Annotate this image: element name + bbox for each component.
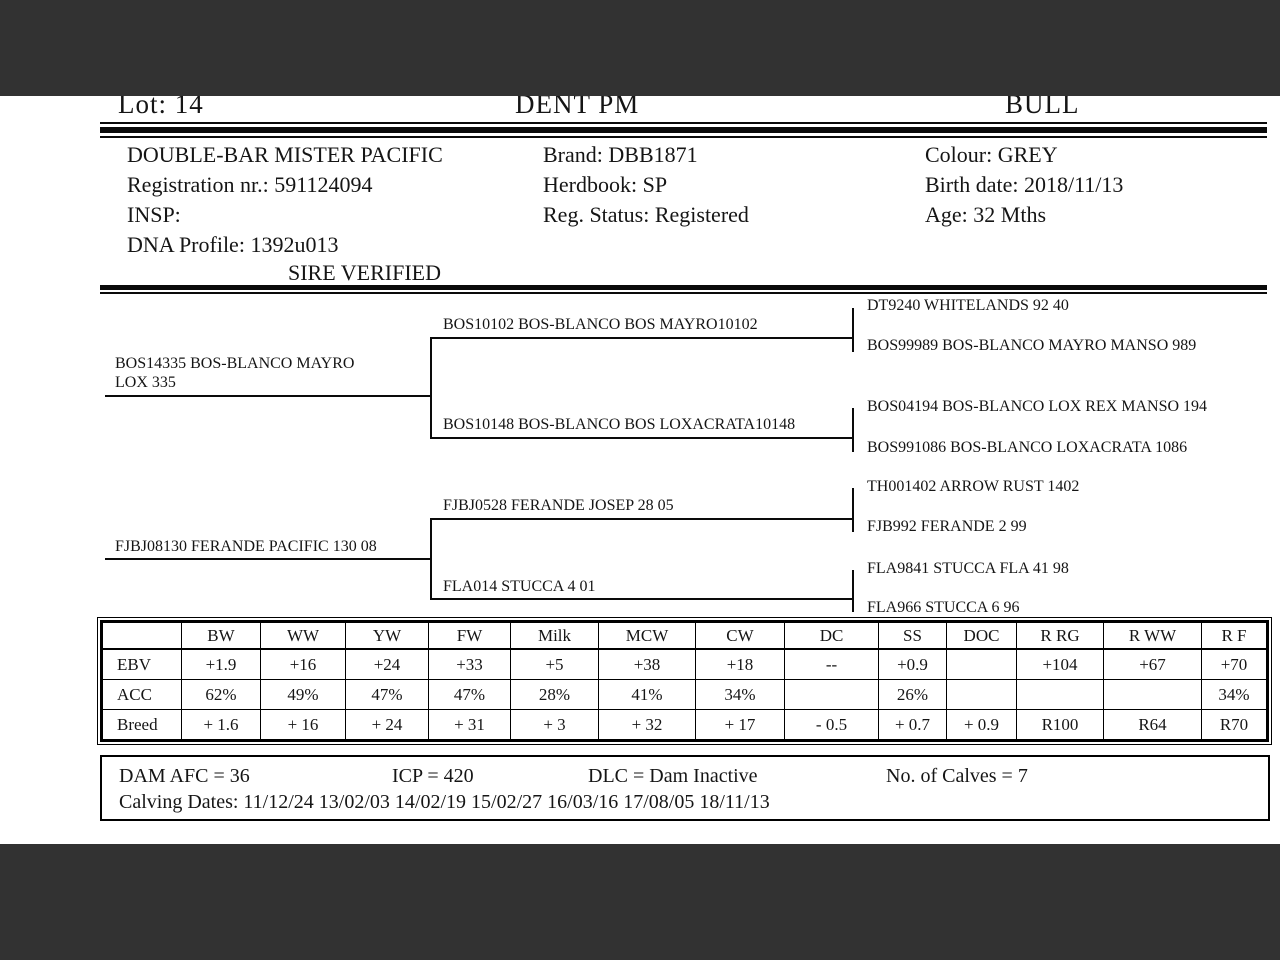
ebv-cell: + 3	[511, 710, 599, 741]
ebv-table-row	[102, 649, 1268, 680]
ebv-cell: 34%	[696, 680, 785, 710]
ebv-cell: 47%	[346, 680, 429, 710]
ebv-table-head-row	[102, 622, 1268, 650]
herdbook-field: Herdbook: SP	[543, 172, 668, 197]
ebv-cell: +5	[511, 649, 599, 680]
ebv-cell	[947, 649, 1017, 680]
catalog-page	[0, 96, 1280, 844]
ebv-cell: 47%	[429, 680, 511, 710]
ebv-row-label: EBV	[102, 649, 182, 680]
ebv-cell: R64	[1104, 710, 1202, 741]
ebv-cell: +1.9	[182, 649, 261, 680]
calving-dates-field: Calving Dates: 11/12/24 13/02/03 14/02/19 15/02/27 16/03/16 17/08/05 18/11/13	[119, 791, 770, 813]
pedigree-dam-dam: FLA014 STUCCA 4 01	[443, 578, 596, 595]
ebv-cell	[785, 680, 879, 710]
ebv-column-header: R WW	[1104, 622, 1202, 650]
pedigree-dam: FJBJ08130 FERANDE PACIFIC 130 08	[115, 538, 377, 555]
header-rule-thick	[100, 127, 1267, 133]
ebv-cell: 49%	[261, 680, 346, 710]
ebv-cell: - 0.5	[785, 710, 879, 741]
ebv-cell: R100	[1017, 710, 1104, 741]
brand-field: Brand: DBB1871	[543, 142, 698, 167]
dna-profile: DNA Profile: 1392u013	[127, 232, 339, 257]
pedigree-great-grandparent: BOS99989 BOS-BLANCO MAYRO MANSO 989	[867, 337, 1197, 354]
age-field: Age: 32 Mths	[925, 202, 1046, 227]
ebv-cell: + 17	[696, 710, 785, 741]
ebv-cell: 28%	[511, 680, 599, 710]
ebv-table-body	[102, 649, 1268, 741]
ebv-table	[100, 620, 1269, 742]
birth-date-field: Birth date: 2018/11/13	[925, 172, 1124, 197]
ebv-cell: +67	[1104, 649, 1202, 680]
ebv-cell	[1104, 680, 1202, 710]
pedigree-sire-sire: BOS10102 BOS-BLANCO BOS MAYRO10102	[443, 316, 758, 333]
animal-type-label: BULL	[1005, 96, 1080, 119]
ebv-cell: + 31	[429, 710, 511, 741]
ebv-cell	[947, 680, 1017, 710]
ebv-table-row	[102, 710, 1268, 741]
pedigree-line	[430, 337, 432, 439]
pedigree-line	[430, 518, 432, 600]
insp-field: INSP:	[127, 202, 181, 227]
pedigree-line	[852, 308, 854, 352]
colour-field: Colour: GREY	[925, 142, 1058, 167]
lot-number: Lot: 14	[118, 96, 204, 119]
pedigree-great-grandparent: FJB992 FERANDE 2 99	[867, 518, 1027, 535]
pedigree-sire-dam: BOS10148 BOS-BLANCO BOS LOXACRATA10148	[443, 416, 796, 433]
ebv-cell: 41%	[599, 680, 696, 710]
pedigree-line	[430, 518, 852, 520]
ebv-cell: +104	[1017, 649, 1104, 680]
pedigree-line	[105, 395, 430, 397]
ebv-column-header: DC	[785, 622, 879, 650]
pedigree-line	[430, 337, 852, 339]
ebv-column-header: R F	[1202, 622, 1268, 650]
page-header	[0, 96, 1280, 123]
header-rule-thin	[100, 122, 1267, 124]
ebv-cell: + 16	[261, 710, 346, 741]
ebv-column-header: CW	[696, 622, 785, 650]
ebv-column-header: SS	[879, 622, 947, 650]
section-rule-thick	[100, 285, 1267, 290]
ebv-cell: +16	[261, 649, 346, 680]
dlc-field: DLC = Dam Inactive	[588, 765, 758, 787]
ebv-cell: +70	[1202, 649, 1268, 680]
ebv-row-label: ACC	[102, 680, 182, 710]
ebv-cell: R70	[1202, 710, 1268, 741]
ebv-column-header: BW	[182, 622, 261, 650]
summary-box	[100, 755, 1270, 821]
ebv-cell: + 24	[346, 710, 429, 741]
pedigree-great-grandparent: BOS991086 BOS-BLANCO LOXACRATA 1086	[867, 439, 1188, 456]
pedigree-sire: BOS14335 BOS-BLANCO MAYRO LOX 335	[115, 355, 355, 391]
ebv-column-header: R RG	[1017, 622, 1104, 650]
pedigree-line	[852, 570, 854, 612]
pedigree-line	[430, 598, 852, 600]
sale-title: DENT PM	[515, 96, 640, 119]
ebv-column-header	[102, 622, 182, 650]
pedigree-line	[105, 558, 430, 560]
ebv-cell: + 32	[599, 710, 696, 741]
ebv-cell: 26%	[879, 680, 947, 710]
pedigree-line	[430, 437, 852, 439]
icp-field: ICP = 420	[392, 765, 474, 787]
pedigree-great-grandparent: TH001402 ARROW RUST 1402	[867, 478, 1080, 495]
ebv-cell: 34%	[1202, 680, 1268, 710]
ebv-cell	[1017, 680, 1104, 710]
ebv-cell: + 0.7	[879, 710, 947, 741]
ebv-cell: +18	[696, 649, 785, 680]
ebv-cell: --	[785, 649, 879, 680]
sire-verified-label: SIRE VERIFIED	[288, 260, 441, 285]
pedigree-dam-sire: FJBJ0528 FERANDE JOSEP 28 05	[443, 497, 674, 514]
ebv-column-header: FW	[429, 622, 511, 650]
ebv-column-header: MCW	[599, 622, 696, 650]
reg-status-field: Reg. Status: Registered	[543, 202, 749, 227]
pedigree-great-grandparent: DT9240 WHITELANDS 92 40	[867, 297, 1069, 314]
pedigree-great-grandparent: BOS04194 BOS-BLANCO LOX REX MANSO 194	[867, 398, 1208, 415]
dam-afc-field: DAM AFC = 36	[119, 765, 250, 787]
ebv-cell: + 0.9	[947, 710, 1017, 741]
ebv-table-row	[102, 680, 1268, 710]
animal-name: DOUBLE-BAR MISTER PACIFIC	[127, 142, 443, 167]
ebv-cell: +38	[599, 649, 696, 680]
ebv-cell: +33	[429, 649, 511, 680]
ebv-cell: 62%	[182, 680, 261, 710]
ebv-column-header: WW	[261, 622, 346, 650]
pedigree-line	[852, 408, 854, 452]
ebv-cell: +24	[346, 649, 429, 680]
ebv-cell: +0.9	[879, 649, 947, 680]
section-rule-thin	[100, 292, 1267, 294]
bottom-letterbox-bar	[0, 844, 1280, 960]
header-rule-thin2	[100, 136, 1267, 138]
pedigree-great-grandparent: FLA9841 STUCCA FLA 41 98	[867, 560, 1069, 577]
pedigree-great-grandparent: FLA966 STUCCA 6 96	[867, 599, 1020, 616]
ebv-row-label: Breed	[102, 710, 182, 741]
registration-number: Registration nr.: 591124094	[127, 172, 373, 197]
ebv-column-header: Milk	[511, 622, 599, 650]
pedigree-line	[852, 488, 854, 532]
ebv-column-header: DOC	[947, 622, 1017, 650]
calves-count-field: No. of Calves = 7	[886, 765, 1028, 787]
ebv-cell: + 1.6	[182, 710, 261, 741]
ebv-column-header: YW	[346, 622, 429, 650]
